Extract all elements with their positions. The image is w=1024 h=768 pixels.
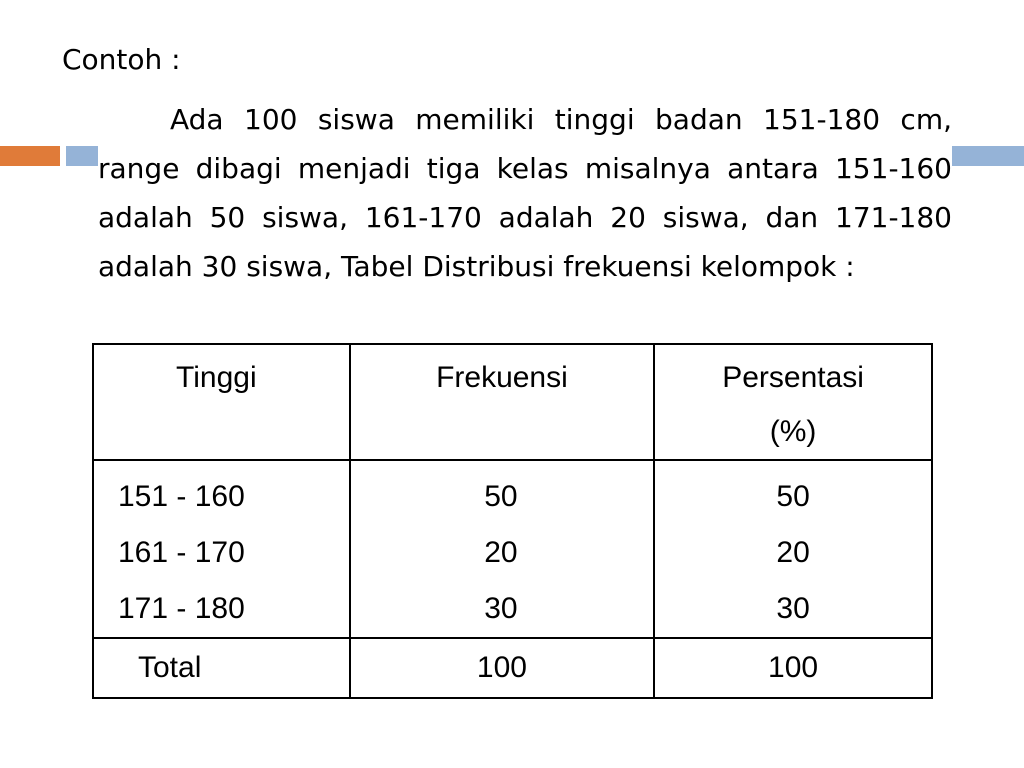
range-value: 171 - 180: [118, 592, 245, 625]
range-value: 161 - 170: [118, 536, 245, 569]
header-frekuensi: Frekuensi: [436, 361, 568, 394]
total-persentasi: 100: [768, 651, 819, 684]
header-persentasi-line2: (%): [769, 415, 817, 448]
persentasi-value: 20: [776, 536, 810, 569]
table-body-row: [93, 460, 932, 638]
frekuensi-value: 50: [484, 480, 518, 513]
frekuensi-value: 30: [484, 592, 518, 625]
persentasi-value: 50: [776, 480, 810, 513]
header-persentasi-line1: Persentasi: [722, 361, 864, 394]
header-cell-persentasi: [654, 344, 932, 460]
slide-heading: Contoh :: [62, 43, 181, 76]
frequency-distribution-table: [92, 343, 933, 699]
slide-paragraph: Ada 100 siswa memiliki tinggi badan 151-180 cm, range dibagi menjadi tiga kelas misalnya antara 151-160 adalah 50 siswa, 161-170 adalah 20 siswa, dan 171-180 adalah 30 siswa, Tabel Distribusi frekuensi kelompok :: [98, 95, 952, 291]
header-cell-frekuensi: [350, 344, 654, 460]
persentasi-cell: [654, 460, 932, 638]
frekuensi-value: 20: [484, 536, 518, 569]
total-persentasi-cell: [654, 638, 932, 698]
header-persentasi: [655, 345, 931, 459]
total-label: Total: [138, 651, 202, 684]
frekuensi-cell: [350, 460, 654, 638]
range-value: 151 - 160: [118, 480, 245, 513]
header-tinggi: Tinggi: [176, 361, 257, 394]
total-label-cell: [93, 638, 350, 698]
range-cell: [93, 460, 350, 638]
accent-bar-orange: [0, 146, 60, 166]
table-total-row: [93, 638, 932, 698]
header-cell-tinggi: [93, 344, 350, 460]
persentasi-value: 30: [776, 592, 810, 625]
table-header-row: [93, 344, 932, 460]
total-frekuensi-cell: [350, 638, 654, 698]
total-frekuensi: 100: [476, 651, 527, 684]
